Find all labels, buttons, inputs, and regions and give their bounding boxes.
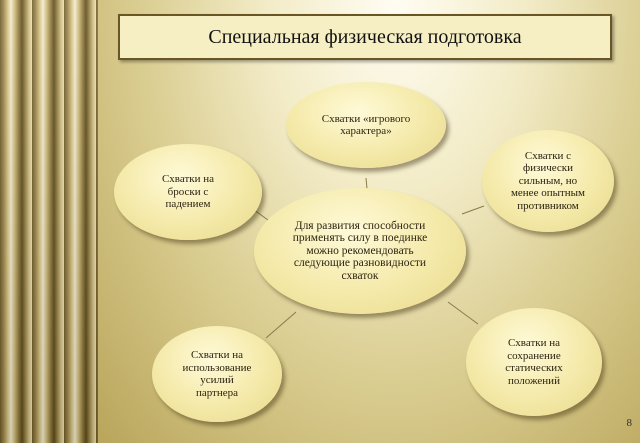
page-number: 8: [626, 417, 632, 429]
connector-top-right: [462, 206, 484, 214]
node-static-positions: Схватки на сохранение статических положений: [466, 308, 602, 416]
slide-title: Специальная физическая подготовка: [208, 25, 522, 48]
connector-bottom-right: [448, 302, 478, 324]
node-game-character-bouts: Схватки «игрового характера»: [286, 82, 446, 168]
connector-bottom-left: [266, 312, 296, 338]
node-partner-effort: Схватки на использование усилий партнера: [152, 326, 282, 422]
node-center-recommendation: Для развития способности применять силу в поединке можно рекомендовать следующие разновидности схваток: [254, 188, 466, 314]
node-throws-with-falling: Схватки на броски с падением: [114, 144, 262, 240]
node-strong-less-experienced-opponent: Схватки с физически сильным, но менее опытным противником: [482, 130, 614, 232]
